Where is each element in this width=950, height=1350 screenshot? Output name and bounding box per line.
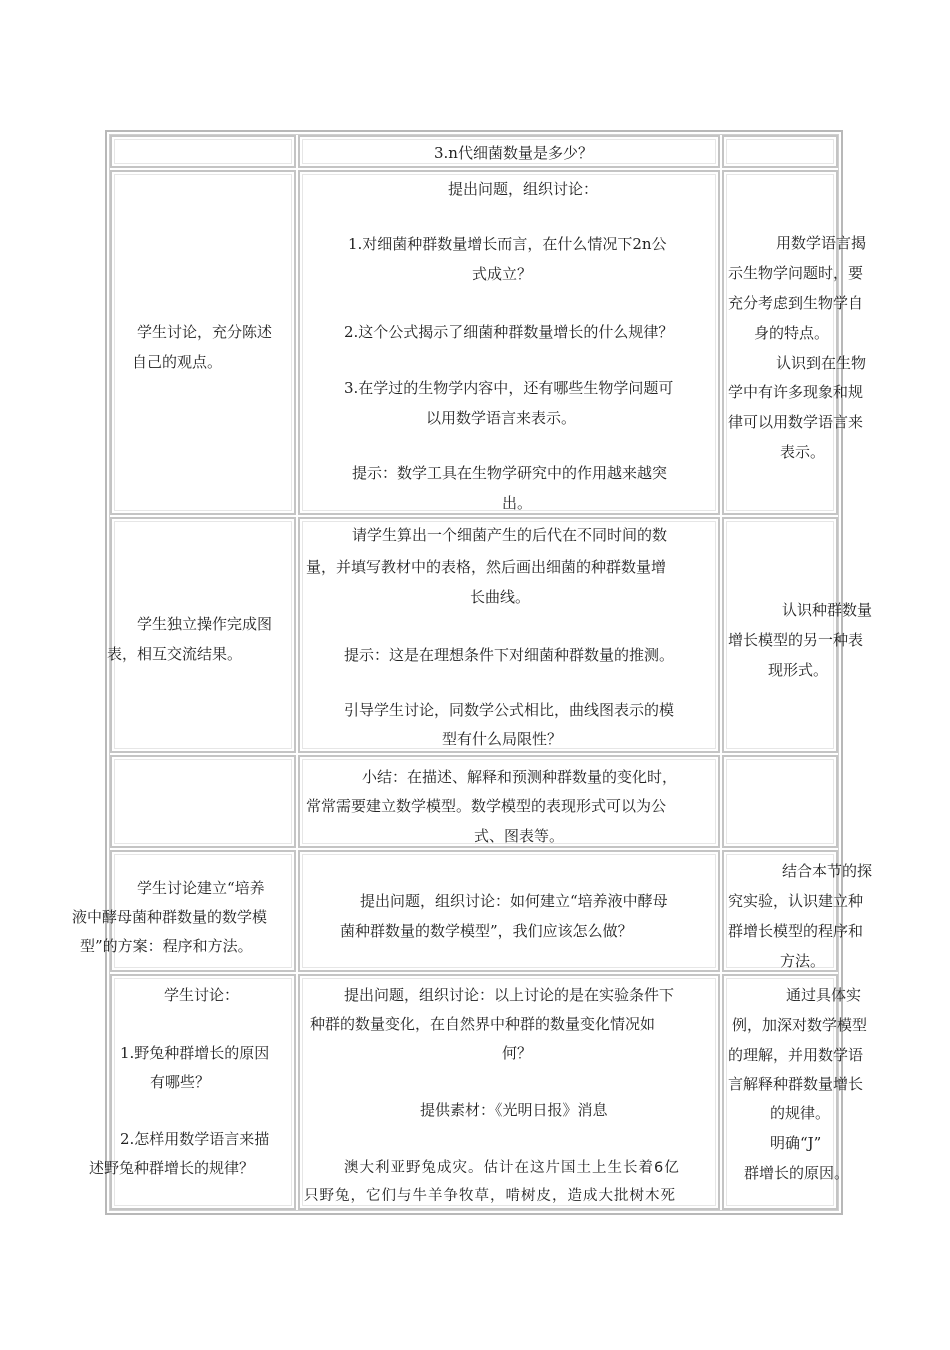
table-cell-r1-middle bbox=[298, 135, 720, 168]
table-cell-r4-left bbox=[110, 755, 296, 848]
cell-text: 式、图表等。 bbox=[474, 827, 565, 845]
cell-text: 群增长的原因。 bbox=[744, 1164, 850, 1182]
table-cell-r2-right bbox=[722, 170, 867, 515]
cell-text: 型”的方案：程序和方法。 bbox=[80, 937, 253, 955]
cell-text: 认识种群数量 bbox=[782, 601, 873, 619]
cell-text: 表示。 bbox=[780, 443, 826, 461]
table-cell-r3-right bbox=[722, 517, 873, 753]
cell-text: 2.怎样用数学语言来描 bbox=[120, 1130, 270, 1148]
cell-text: 用数学语言揭 bbox=[776, 234, 867, 252]
cell-text: 提示：这是在理想条件下对细菌种群数量的推测。 bbox=[344, 646, 675, 664]
cell-text: 表，相互交流结果。 bbox=[107, 645, 243, 663]
cell-text: 通过具体实 bbox=[786, 986, 862, 1004]
cell-text: 引导学生讨论，同数学公式相比，曲线图表示的模 bbox=[344, 701, 675, 719]
cell-text: 充分考虑到生物学自 bbox=[728, 294, 864, 312]
cell-text: 的理解，并用数学语 bbox=[728, 1046, 864, 1064]
table-cell-r4-right bbox=[722, 755, 838, 848]
cell-text: 学生讨论： bbox=[164, 986, 240, 1004]
cell-text: 小结：在描述、解释和预测种群数量的变化时， bbox=[362, 768, 678, 786]
cell-text: 群增长模型的程序和 bbox=[728, 922, 864, 940]
table-cell-r1-right bbox=[722, 135, 838, 168]
cell-text: 例，加深对数学模型 bbox=[732, 1016, 868, 1034]
cell-text: 2.这个公式揭示了细菌种群数量增长的什么规律？ bbox=[344, 323, 674, 341]
cell-text: 增长模型的另一种表 bbox=[728, 631, 864, 649]
table-cell-r4-middle bbox=[298, 755, 720, 848]
cell-text: 示生物学问题时，要 bbox=[728, 264, 864, 282]
table-cell-r6-middle bbox=[298, 974, 720, 1210]
cell-text: 认识到在生物 bbox=[776, 354, 867, 372]
cell-text: 学生独立操作完成图 bbox=[137, 615, 273, 633]
cell-text: 言解释种群数量增长 bbox=[728, 1075, 864, 1093]
cell-text: 律可以用数学语言来 bbox=[728, 413, 864, 431]
cell-text: 型有什么局限性？ bbox=[442, 730, 563, 748]
cell-text: 自己的观点。 bbox=[132, 353, 223, 371]
cell-text: 种群的数量变化，在自然界中种群的数量变化情况如 bbox=[310, 1015, 656, 1033]
table-cell-r2-left bbox=[110, 170, 296, 515]
table-cell-r2-middle bbox=[298, 170, 720, 515]
cell-text: 菌种群数量的数学模型”，我们应该怎么做？ bbox=[340, 922, 633, 940]
cell-text: 结合本节的探 bbox=[782, 862, 873, 880]
table-cell-r1-left bbox=[110, 135, 296, 168]
table-cell-r3-middle bbox=[298, 517, 720, 753]
cell-text: 述野兔种群增长的规律？ bbox=[89, 1159, 255, 1177]
cell-text: 1.野兔种群增长的原因 bbox=[120, 1044, 270, 1062]
cell-text: 究实验，认识建立种 bbox=[728, 892, 864, 910]
cell-text: 以用数学语言来表示。 bbox=[426, 409, 577, 427]
cell-text: 明确“J” bbox=[770, 1134, 822, 1152]
cell-text: 只野兔，它们与牛羊争牧草，啃树皮，造成大批树木死 bbox=[304, 1188, 676, 1204]
cell-text: 液中酵母菌种群数量的数学模 bbox=[72, 908, 268, 926]
cell-text: 澳大利亚野兔成灾。估计在这片国土上生长着6亿 bbox=[344, 1160, 680, 1176]
cell-text: 提出问题，组织讨论：以上讨论的是在实验条件下 bbox=[344, 986, 675, 1004]
cell-text: 提出问题，组织讨论： bbox=[448, 180, 599, 198]
cell-text: 式成立？ bbox=[472, 265, 533, 283]
cell-text: 请学生算出一个细菌产生的后代在不同时间的数 bbox=[352, 526, 668, 544]
cell-text: 有哪些？ bbox=[150, 1073, 211, 1091]
cell-text: 3.n代细菌数量是多少？ bbox=[434, 144, 593, 162]
cell-text: 现形式。 bbox=[768, 661, 829, 679]
cell-text: 提出问题，组织讨论：如何建立“培养液中酵母 bbox=[360, 892, 668, 910]
cell-text: 学生讨论，充分陈述 bbox=[137, 323, 273, 341]
cell-text: 长曲线。 bbox=[470, 588, 531, 606]
cell-text: 提供素材：《光明日报》消息 bbox=[420, 1101, 608, 1119]
cell-text: 提示：数学工具在生物学研究中的作用越来越突 bbox=[352, 464, 668, 482]
table-cell-r3-left bbox=[107, 517, 296, 753]
table-cell-r5-right bbox=[722, 850, 873, 972]
cell-text: 1.对细菌种群数量增长而言，在什么情况下2n公 bbox=[348, 235, 667, 253]
table-cell-r6-right bbox=[722, 974, 868, 1210]
table-cell-r5-left bbox=[72, 850, 296, 972]
cell-text: 何？ bbox=[502, 1044, 533, 1062]
cell-text: 学生讨论建立“培养 bbox=[137, 879, 265, 897]
table-cell-r5-middle bbox=[298, 850, 720, 972]
cell-text: 的规律。 bbox=[770, 1104, 831, 1122]
cell-text: 身的特点。 bbox=[754, 324, 830, 342]
cell-text: 方法。 bbox=[780, 952, 826, 970]
cell-text: 3.在学过的生物学内容中，还有哪些生物学问题可 bbox=[344, 379, 674, 397]
cell-text: 出。 bbox=[502, 494, 533, 512]
table-cell-r6-left bbox=[89, 974, 296, 1210]
cell-text: 学中有许多现象和规 bbox=[728, 383, 864, 401]
cell-text: 量，并填写教材中的表格，然后画出细菌的种群数量增 bbox=[306, 558, 667, 576]
cell-text: 常常需要建立数学模型。数学模型的表现形式可以为公 bbox=[306, 797, 667, 815]
